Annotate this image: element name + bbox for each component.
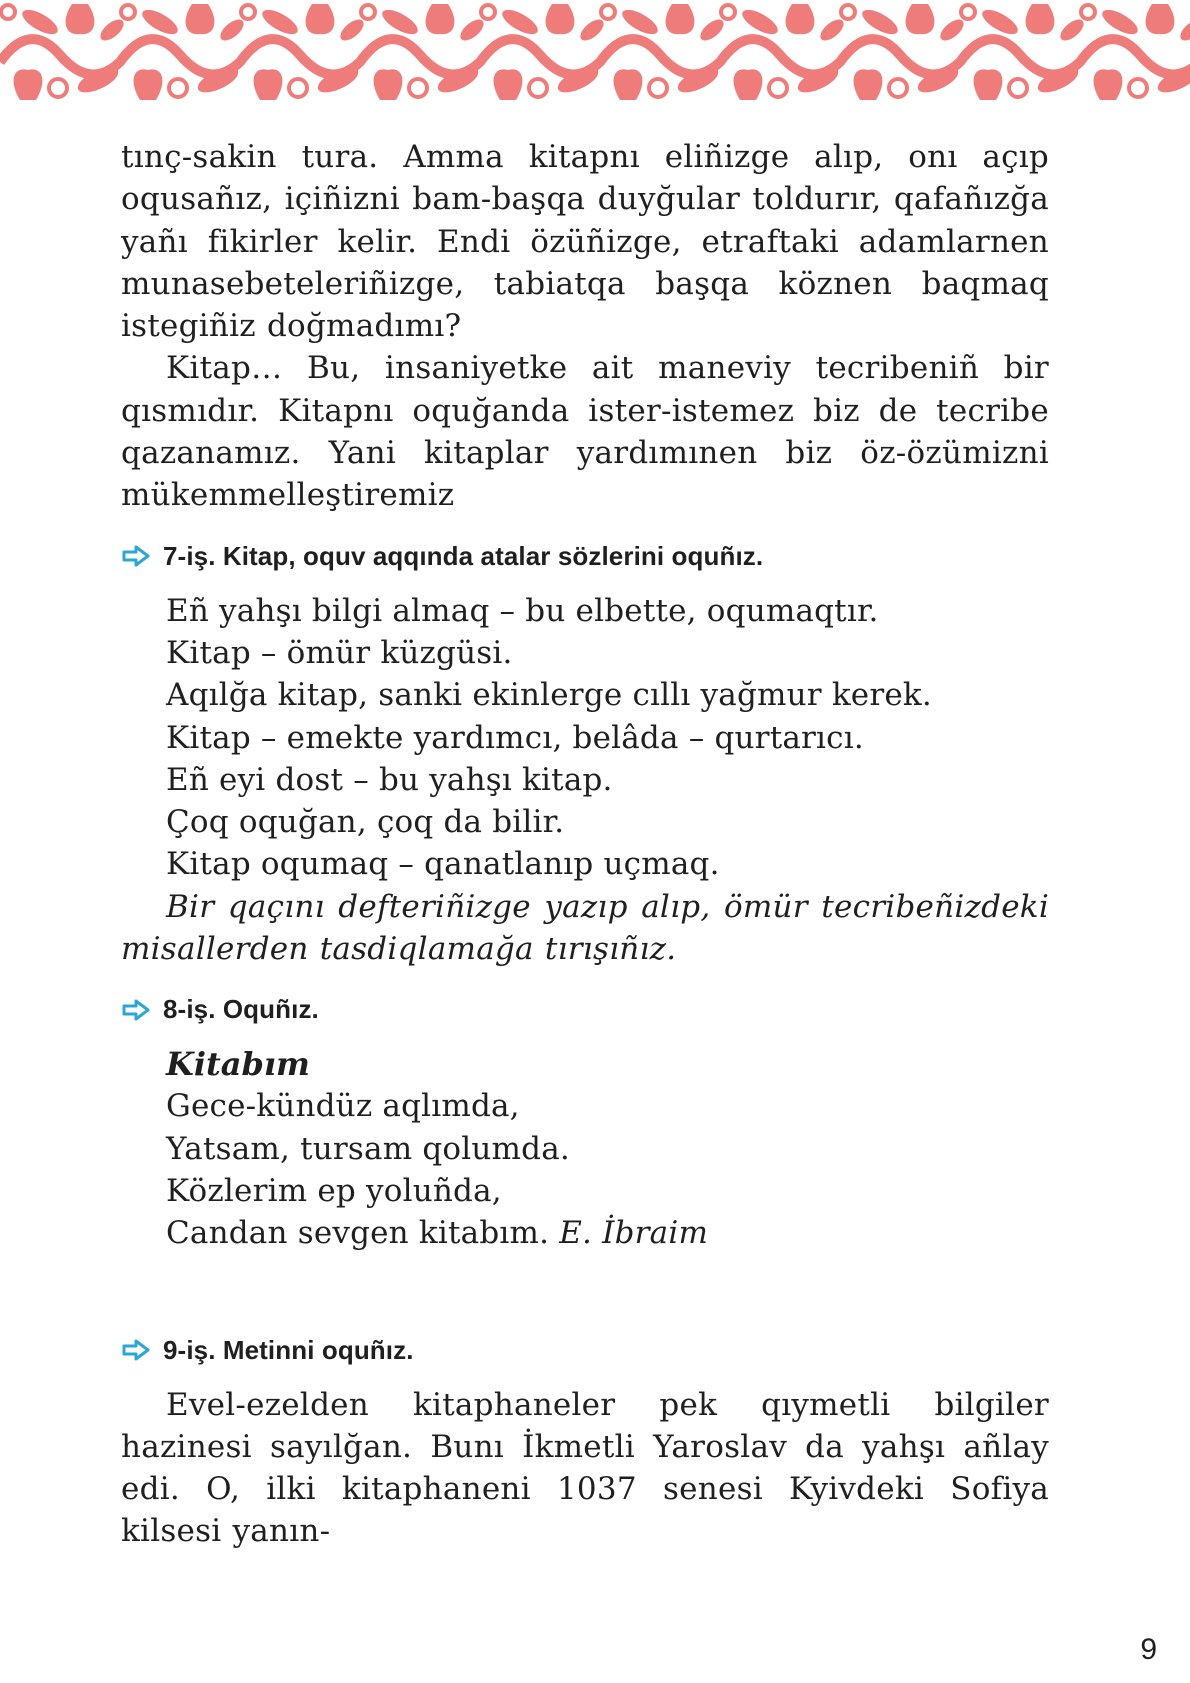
task-7-instruction: Bir qaçını defteriñizge yazıp alıp, ömür tecribeñizdeki misallerden tasdiqlamağa tırışıñız. xyxy=(121,888,1049,968)
poem-line: Yatsam, tursam qolumda. xyxy=(166,1130,570,1167)
arrow-right-icon xyxy=(121,997,151,1023)
intro-paragraph-2: Kitap… Bu, insaniyetke ait maneviy tecribeniñ bir qısmıdır. Kitapnı oquğanda ister-istemez biz de tecribe qazanamız. Yani kitaplar yardımınen biz öz-özümizni mükemmelleştiremiz xyxy=(121,350,1049,514)
poem-title: Kitabım xyxy=(166,1045,310,1084)
poem-author: E. İbraim xyxy=(559,1215,709,1252)
proverb: Eñ yahşı bilgi almaq – bu elbette, oqumaqtır. xyxy=(166,592,879,629)
task-7-label: 7-iş. Kitap, oquv aqqında atalar sözlerini oquñız. xyxy=(163,540,764,571)
poem xyxy=(166,1043,1049,1254)
proverb: Çoq oquğan, çoq da bilir. xyxy=(166,804,565,841)
task-7-heading xyxy=(121,541,1049,572)
proverbs-list xyxy=(166,590,1049,886)
floral-border-ornament xyxy=(0,0,1190,110)
proverb: Eñ eyi dost – bu yahşı kitap. xyxy=(166,761,613,798)
task-9-paragraph: Evel-ezelden kitaphaneler pek qıymetli bilgiler hazinesi sayılğan. Bunı İkmetli Yaroslav da yahşı añlay edi. O, ilki kitaphaneni 1037 senesi Kyivdeki Sofiya kilsesi yanın- xyxy=(121,1386,1049,1550)
poem-line: Gece-kündüz aqlımda, xyxy=(166,1088,520,1125)
proverb: Kitap – ömür küzgüsi. xyxy=(166,634,513,671)
arrow-right-icon xyxy=(121,543,151,569)
proverb: Aqılğa kitap, sanki ekinlerge cıllı yağmur kerek. xyxy=(166,677,932,714)
task-8-heading xyxy=(121,994,1049,1025)
poem-line-text: Candan sevgen kitabım. xyxy=(166,1215,550,1252)
proverb: Kitap oqumaq – qanatlanıp uçmaq. xyxy=(166,846,720,883)
page-content xyxy=(121,136,1049,1553)
task-9-label: 9-iş. Metinni oquñız. xyxy=(163,1334,414,1365)
intro-paragraph-1: tınç-sakin tura. Amma kitapnı eliñizge alıp, onı açıp oqusañız, içiñizni bam-başqa duyğular toldurır, qafañızğa yañı fikirler kelir. Endi özüñizge, etraftaki adamlarnen munasebeteleriñizge, tabiatqa başqa köznen baqmaq istegiñiz doğmadımı? xyxy=(121,139,1049,345)
task-9-heading xyxy=(121,1335,1049,1366)
poem-line-last xyxy=(166,1212,1049,1254)
page-number: 9 xyxy=(1140,1633,1157,1666)
proverb: Kitap – emekte yardımcı, belâda – qurtarıcı. xyxy=(166,719,864,756)
arrow-right-icon xyxy=(121,1337,151,1363)
task-8-label: 8-iş. Oquñız. xyxy=(163,994,319,1025)
poem-line: Közlerim ep yoluñda, xyxy=(166,1172,502,1209)
